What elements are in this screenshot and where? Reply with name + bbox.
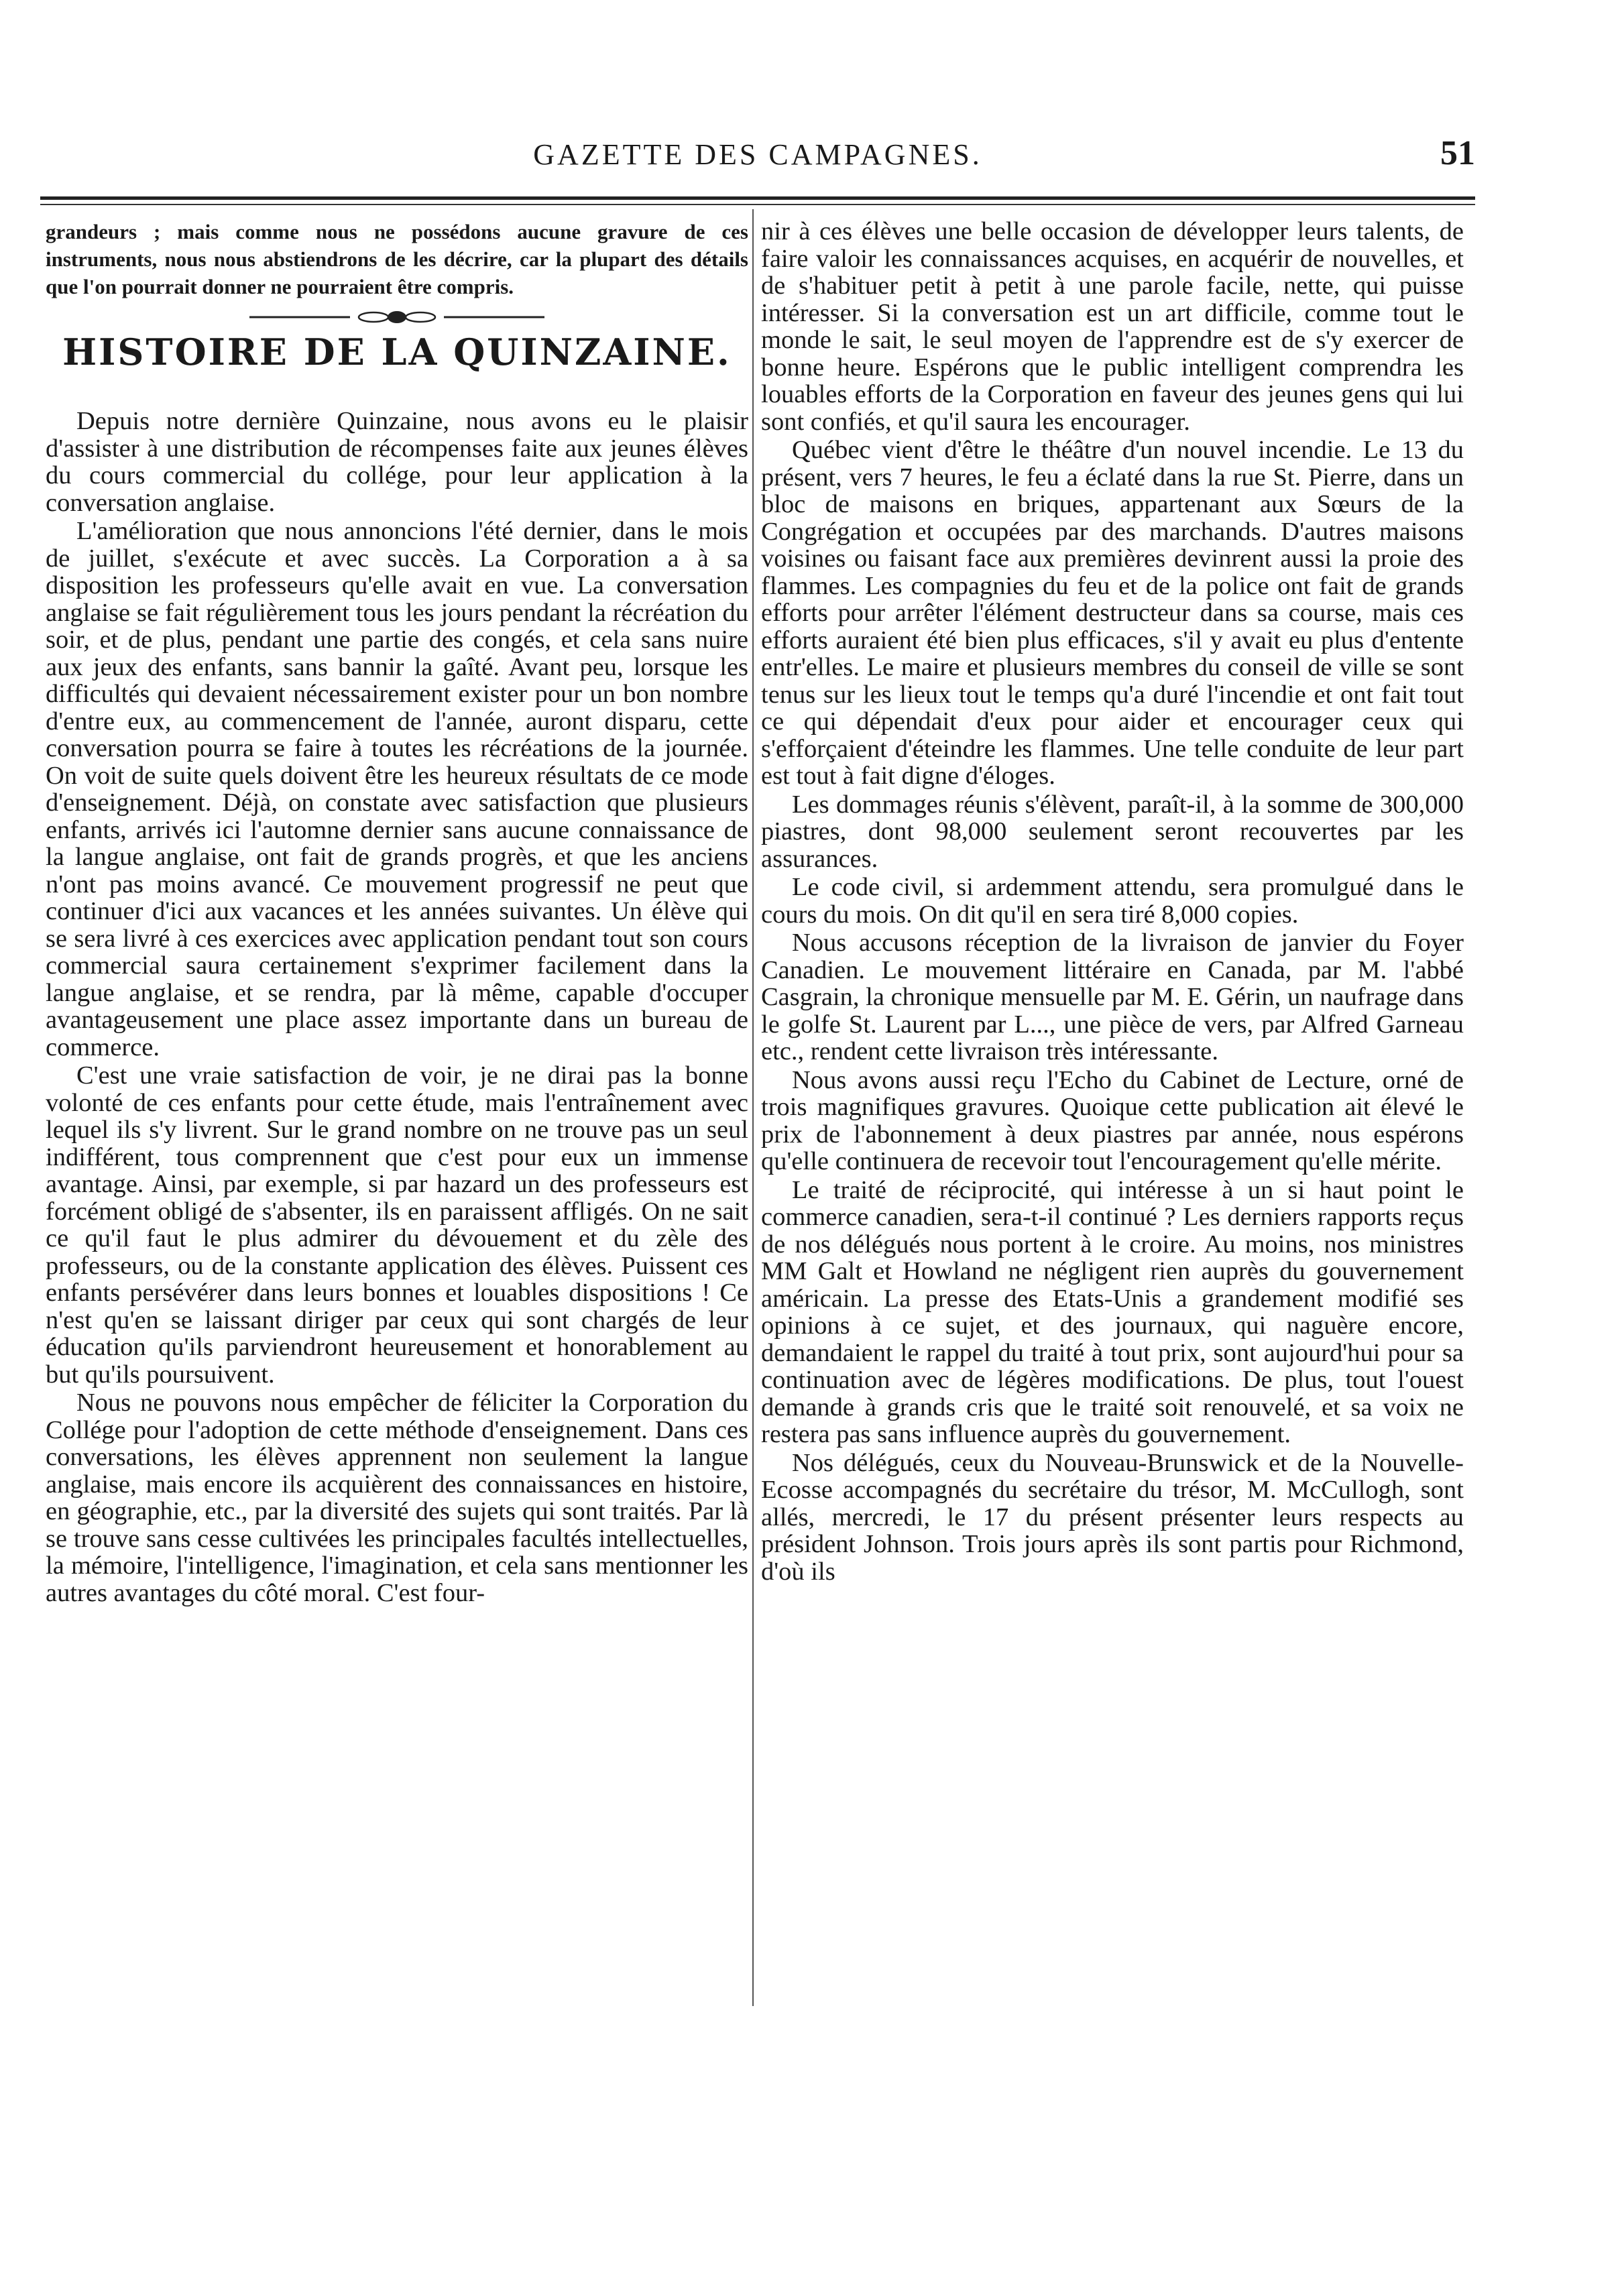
paragraph-delegates: Nos délégués, ceux du Nouveau-Brunswick et de la Nouvelle-Ecosse accompagnés du secrétaire du trésor, M. McCullogh, sont allés, mercredi, le 17 du présent présenter leurs respects au président Johnson. Trois jours après ils sont partis pour Richmond, d'où ils	[761, 1448, 1464, 1586]
right-column	[761, 218, 1464, 1586]
left-column	[46, 218, 748, 1608]
decorative-rule	[249, 310, 544, 325]
column-divider	[752, 209, 754, 2006]
paragraph-fire: Québec vient d'être le théâtre d'un nouvel incendie. Le 13 du présent, vers 7 heures, le feu a éclaté dans la rue St. Pierre, dans un bloc de maisons en briques, appartenant aux Sœurs de la Congrégation et occupées par des marchands. D'autres maisons voisines ou faisant face aux premières devinrent aussi la proie des flammes. Les compagnies du feu et de la police ont fait de grands efforts pour arrêter l'élément destructeur dans sa course, mais ces efforts auraient été bien plus efficaces, s'il y avait eu plus d'entente entr'elles. Le maire et plusieurs membres du conseil de ville se sont tenus sur les lieux tout le temps qu'a duré l'incendie et ont fait tout ce qui dépendait d'eux pour aider et encourager ceux qui s'efforçaient d'éteindre les flammes. Une telle conduite de leur part est tout à fait digne d'éloges.	[761, 436, 1464, 790]
section-title: HISTOIRE DE LA QUINZAINE.	[62, 331, 732, 373]
paragraph-3: C'est une vraie satisfaction de voir, je ne dirai pas la bonne volonté de ces enfants pour cette étude, mais l'entraînement avec lequel ils s'y livrent. Sur le grand nombre on ne trouve pas un seul indifférent, tous comprennent que c'est pour eux un immense avantage. Ainsi, par exemple, si par hazard un des professeurs est forcément obligé de s'absenter, ils en paraissent affligés. On ne sait ce qu'il faut le plus admirer du dévouement et du zèle des professeurs, ou de la constante application des élèves. Puissent ces enfants persévérer dans leurs bonnes et louables dispositions ! Ce n'est qu'en se laissant diriger par ceux qui sont chargés de leur éducation qu'ils parviendront heureusement et honorablement au but qu'ils poursuivent.	[46, 1061, 748, 1389]
page-number: 51	[1440, 134, 1475, 172]
page-header	[40, 131, 1475, 191]
paragraph-civil-code: Le code civil, si ardemment attendu, sera promulgué dans le cours du mois. On dit qu'il en sera tiré 8,000 copies.	[761, 873, 1464, 929]
paragraph-reciprocity: Le traité de réciprocité, qui intéresse à un si haut point le commerce canadien, sera-t-il continué ? Les derniers rapports reçus de nos délégués nous portent à le croire. Au moins, nos ministres MM Galt et Howland ne négligent rien auprès du gouvernement américain. La presse des Etats-Unis a grandement modifié ses opinions à ce sujet, et des journaux, qui naguère encore, demandaient le rappel du traité à tout prix, sont aujourd'hui pour sa continuation avec de légères modifications. De plus, tout l'ouest demande à grands cris que le traité soit renouvelé, et sa voix ne restera pas sans influence auprès du gouvernement.	[761, 1175, 1464, 1448]
header-rule-thin	[40, 204, 1475, 205]
paragraph-4: Nous ne pouvons nous empêcher de féliciter la Corporation du Collége pour l'adoption de cette méthode d'enseignement. Dans ces conversations, les élèves apprennent non seulement la langue anglaise, mais encore ils acquièrent des connaissances en histoire, en géographie, etc., par la diversité des sujets qui sont traités. Par là se trouve sans cesse cultivées les principales facultés intellectuelles, la mémoire, l'intelligence, l'imagination, et cela sans mentionner les autres avantages du côté moral. C'est four-	[46, 1389, 748, 1607]
running-title: GAZETTE DES CAMPAGNES.	[533, 138, 982, 171]
header-rule-thick	[40, 196, 1475, 200]
paragraph-continuation: nir à ces élèves une belle occasion de développer leurs talents, de faire valoir les connaissances acquises, en acquérir de nouvelles, et de s'habituer petit à petit à une parole facile, nette, qui puisse intéresser. Si la conversation est un art difficile, comme tout le monde le sait, le seul moyen de l'apprendre est de s'y exercer de bonne heure. Espérons que le public intelligent comprendra les louables efforts de la Corporation en faveur des jeunes gens qui lui sont confiés, et qu'il saura les encourager.	[761, 217, 1464, 436]
paragraph-foyer-canadien: Nous accusons réception de la livraison de janvier du Foyer Canadien. Le mouvement littéraire en Canada, par M. l'abbé Casgrain, la chronique mensuelle par M. E. Gérin, un naufrage dans le golfe St. Laurent par L..., une pièce de vers, par Alfred Garneau etc., rendent cette livraison très intéressante.	[761, 929, 1464, 1065]
paragraph-2: L'amélioration que nous annoncions l'été dernier, dans le mois de juillet, s'exécute et avec succès. La Corporation a à sa disposition les professeurs qu'elle avait en vue. La conversation anglaise se fait régulièrement tous les jours pendant la récréation du soir, et de plus, pendant une partie des congés, et cela sans nuire aux jeux des enfants, sans bannir la gaîté. Avant peu, lorsque les difficultés qui devaient nécessairement exister pour un bon nombre d'entre eux, au commencement de l'année, auront disparu, cette conversation pourra se faire à toutes les récréations de la journée. On voit de suite quels doivent être les heureux résultats de ce mode d'enseignement. Déjà, on constate avec satisfaction que plusieurs enfants, arrivés ici l'automne dernier sans aucune connaissance de la langue anglaise, ont fait de grands progrès, et que les anciens n'ont pas moins avancé. Ce mouvement progressif ne peut que continuer d'ici aux vacances et les années suivantes. Un élève qui se sera livré à ces exercices avec application pendant tout son cours commercial saura certainement s'exprimer facilement dans la langue anglaise, et se rendra, par là même, capable d'occuper avantageusement une place assez importante dans un bureau de commerce.	[46, 517, 748, 1061]
paragraph-1: Depuis notre dernière Quinzaine, nous avons eu le plaisir d'assister à une distribution de récompenses faite aux jeunes élèves du cours commercial du collége, pour leur application à la conversation anglaise.	[46, 407, 748, 517]
paragraph-damages: Les dommages réunis s'élèvent, paraît-il, à la somme de 300,000 piastres, dont 98,000 seulement seront recouvertes par les assurances.	[761, 790, 1464, 873]
intro-paragraph: grandeurs ; mais comme nous ne possédons aucune gravure de ces instruments, nous nous abstiendrons de les décrire, car la plupart des détails que l'on pourrait donner ne pourraient être compris.	[46, 220, 748, 298]
paragraph-echo-cabinet: Nous avons aussi reçu l'Echo du Cabinet de Lecture, orné de trois magnifiques gravures. Quoique cette publication ait élevé le prix de l'abonnement à deux piastres par année, nous espérons qu'elle continuera de recevoir tout l'encouragement qu'elle mérite.	[761, 1065, 1464, 1175]
